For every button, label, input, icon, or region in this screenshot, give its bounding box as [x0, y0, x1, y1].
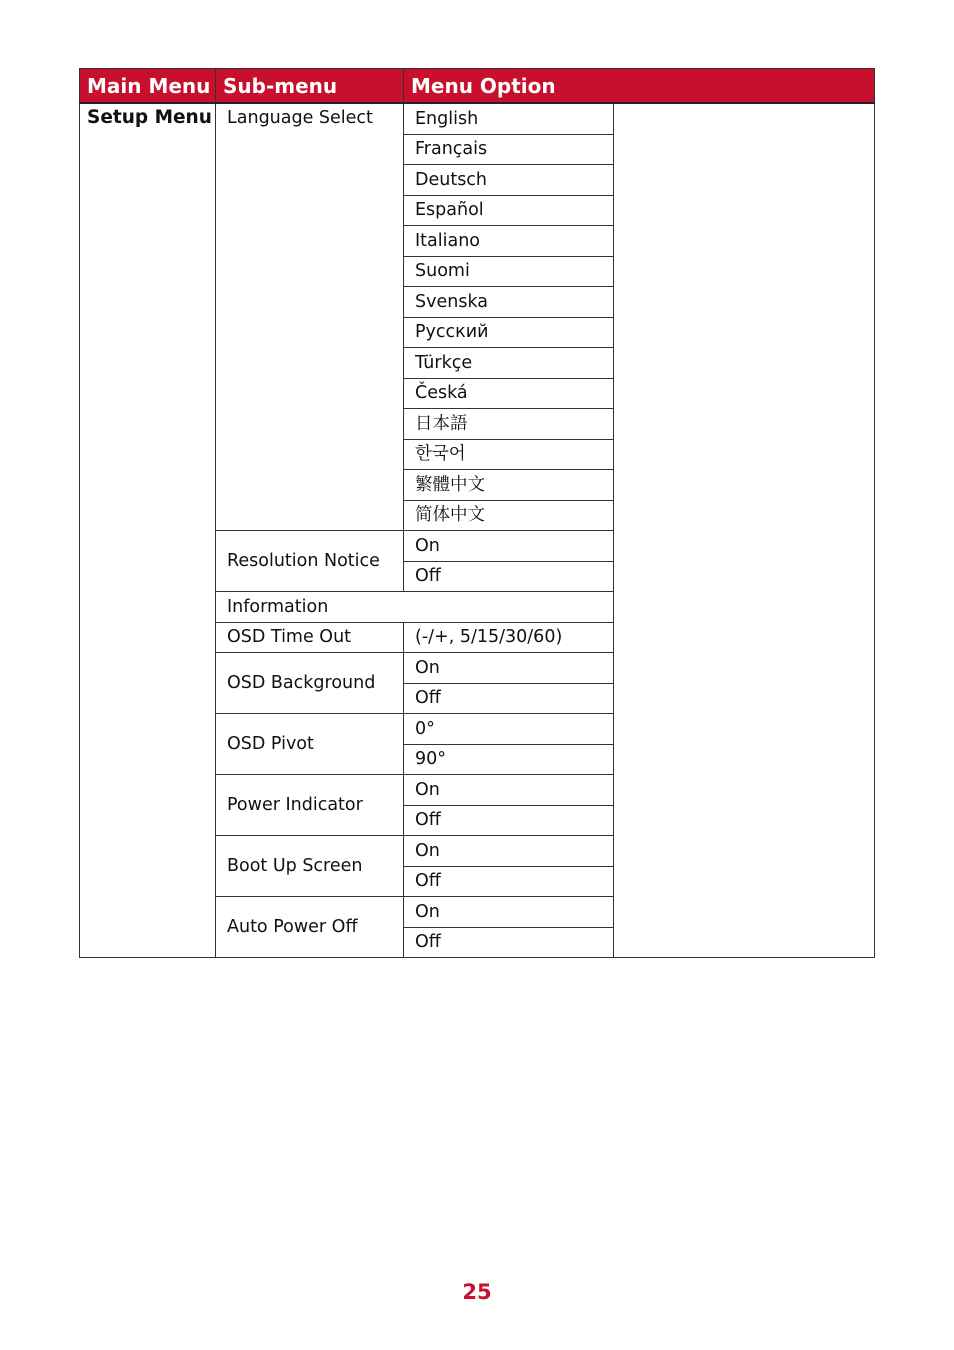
table-row [80, 103, 875, 134]
main-menu-cell: Setup Menu [80, 103, 216, 958]
menu-option-cell: Español [404, 195, 614, 226]
sub-menu-cell: Boot Up Screen [216, 836, 404, 897]
menu-option-cell: Suomi [404, 256, 614, 287]
menu-option-cell: On [404, 653, 614, 684]
menu-option-cell: Русский [404, 317, 614, 348]
menu-option-cell: Česká [404, 378, 614, 409]
sub-menu-cell: Power Indicator [216, 775, 404, 836]
sub-menu-cell: OSD Background [216, 653, 404, 714]
empty-column-cell [614, 103, 875, 958]
header-row [80, 69, 875, 104]
menu-option-cell: Off [404, 927, 614, 958]
menu-option-cell: On [404, 836, 614, 867]
menu-option-cell: Off [404, 866, 614, 897]
menu-option-cell: Svenska [404, 287, 614, 318]
menu-option-cell: Français [404, 134, 614, 165]
header-menu-option: Menu Option [404, 69, 875, 104]
sub-menu-cell: OSD Time Out [216, 622, 404, 653]
sub-menu-cell: Auto Power Off [216, 897, 404, 958]
menu-option-cell: Off [404, 561, 614, 592]
menu-option-cell: 日本語 [404, 409, 614, 440]
menu-option-cell: 90° [404, 744, 614, 775]
menu-option-cell: 0° [404, 714, 614, 745]
menu-option-cell: 한국어 [404, 439, 614, 470]
page-number: 25 [462, 1280, 492, 1304]
menu-option-cell: 简体中文 [404, 500, 614, 531]
sub-menu-cell: Information [216, 592, 614, 623]
menu-option-cell: (-/+, 5/15/30/60) [404, 622, 614, 653]
sub-menu-cell: Resolution Notice [216, 531, 404, 592]
menu-option-cell: On [404, 531, 614, 562]
menu-option-cell: Off [404, 683, 614, 714]
menu-option-cell: English [404, 103, 614, 134]
menu-option-cell: 繁體中文 [404, 470, 614, 501]
sub-menu-cell: OSD Pivot [216, 714, 404, 775]
sub-menu-cell: Language Select [216, 103, 404, 531]
menu-option-cell: On [404, 775, 614, 806]
header-main-menu: Main Menu [80, 69, 216, 104]
menu-option-cell: Deutsch [404, 165, 614, 196]
menu-option-cell: Off [404, 805, 614, 836]
table-body [80, 103, 875, 958]
menu-option-cell: On [404, 897, 614, 928]
osd-menu-table [79, 68, 875, 958]
header-sub-menu: Sub-menu [216, 69, 404, 104]
menu-option-cell: Türkçe [404, 348, 614, 379]
menu-option-cell: Italiano [404, 226, 614, 257]
